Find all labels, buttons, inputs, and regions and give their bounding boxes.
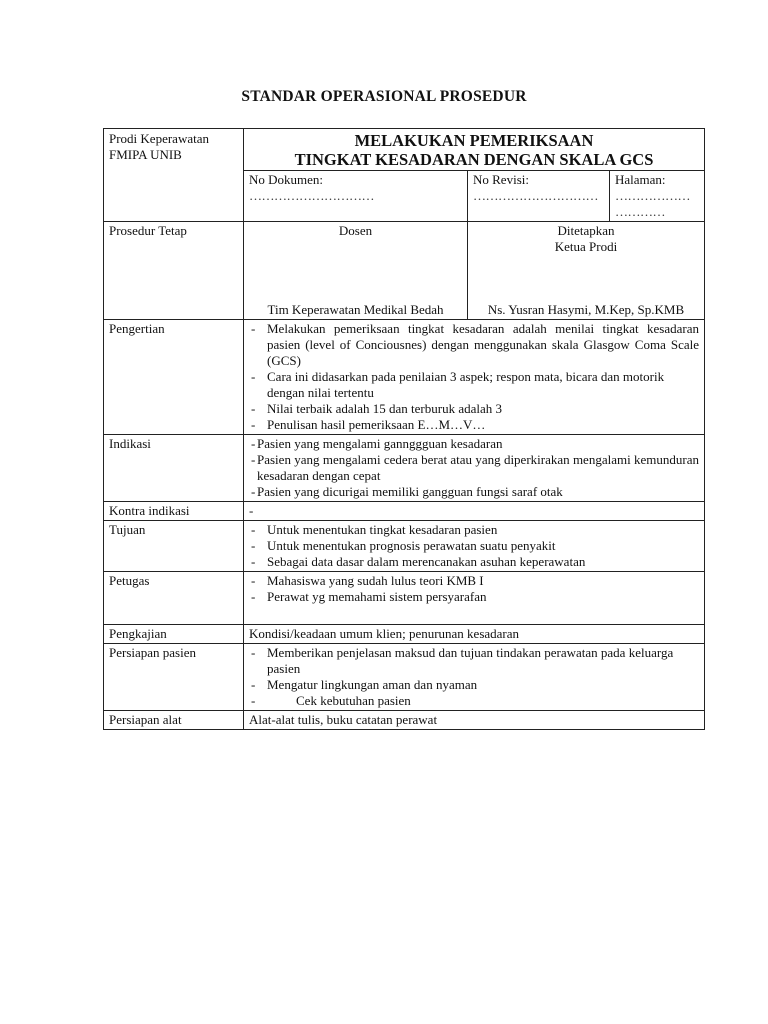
list-item	[249, 369, 699, 401]
pengertian-label: Pengertian	[104, 320, 244, 435]
institution-line-1: Prodi Keperawatan	[109, 131, 209, 146]
bullet-marker: -	[251, 693, 256, 708]
list-item-text: Pasien yang mengalami gannggguan kesadaran	[257, 436, 503, 451]
list-item-text: Pasien yang dicurigai memiliki gangguan fungsi saraf otak	[257, 484, 563, 499]
institution-cell	[104, 129, 244, 222]
no-dokumen-label: No Dokumen:	[249, 172, 324, 187]
list-item	[249, 677, 699, 693]
persiapan-pasien-content	[244, 644, 705, 711]
list-item-text: Untuk menentukan tingkat kesadaran pasien	[267, 522, 498, 537]
sop-table	[103, 128, 705, 730]
list-item	[249, 645, 699, 677]
list-item	[249, 401, 699, 417]
list-item	[249, 321, 699, 369]
persiapan-alat-row	[104, 711, 705, 730]
halaman-value-1: ………………	[615, 188, 690, 203]
indikasi-row	[104, 435, 705, 502]
header-row	[104, 129, 705, 171]
bullet-marker: -	[251, 645, 256, 660]
bullet-marker: -	[251, 538, 256, 553]
document-title: STANDAR OPERASIONAL PROSEDUR	[241, 88, 527, 105]
bullet-marker: -	[251, 401, 256, 416]
list-item-text: Sebagai data dasar dalam merencanakan asuhan keperawatan	[267, 554, 586, 569]
list-item	[249, 554, 699, 570]
no-revisi-cell	[468, 171, 610, 222]
kaprodi-name: Ns. Yusran Hasymi, M.Kep, Sp.KMB	[487, 302, 685, 317]
list-item-text: Perawat yg memahami sistem persyarafan	[267, 589, 487, 604]
pengkajian-label: Pengkajian	[104, 625, 244, 644]
list-item	[249, 573, 699, 589]
halaman-cell	[610, 171, 705, 222]
persiapan-alat-value: Alat-alat tulis, buku catatan perawat	[244, 711, 705, 730]
institution-line-2: FMIPA UNIB	[109, 147, 182, 162]
list-item	[249, 693, 699, 709]
indikasi-label: Indikasi	[104, 435, 244, 502]
list-item	[249, 589, 699, 605]
bullet-marker: -	[251, 484, 256, 499]
approval-row	[104, 222, 705, 320]
procedure-title-line-1: MELAKUKAN PEMERIKSAAN	[354, 131, 594, 150]
list-item-text: Pasien yang mengalami cedera berat atau yang diperkirakan mengalami kemunduran kesadaran dengan cepat	[257, 452, 699, 483]
petugas-label: Petugas	[104, 572, 244, 625]
list-item-text: Memberikan penjelasan maksud dan tujuan tindakan perawatan pada keluarga pasien	[267, 645, 674, 676]
bullet-marker: -	[251, 573, 256, 588]
list-item-text: Untuk menentukan prognosis perawatan suatu penyakit	[267, 538, 556, 553]
kontra-indikasi-label: Kontra indikasi	[104, 502, 244, 521]
bullet-marker: -	[251, 677, 256, 692]
bullet-marker: -	[251, 589, 256, 604]
halaman-label: Halaman:	[615, 172, 666, 187]
persiapan-pasien-label: Persiapan pasien	[104, 644, 244, 711]
bullet-marker: -	[251, 452, 256, 467]
kontra-indikasi-row	[104, 502, 705, 521]
tujuan-label: Tujuan	[104, 521, 244, 572]
list-item-text: Mengatur lingkungan aman dan nyaman	[267, 677, 478, 692]
persiapan-pasien-row	[104, 644, 705, 711]
petugas-content	[244, 572, 705, 625]
pengkajian-row	[104, 625, 705, 644]
tujuan-content	[244, 521, 705, 572]
list-item	[249, 436, 699, 452]
list-item-text: Cek kebutuhan pasien	[296, 693, 411, 708]
ditetapkan-label: Ditetapkan	[557, 223, 615, 238]
kontra-indikasi-value: -	[244, 502, 705, 521]
procedure-title-cell	[244, 129, 705, 171]
tujuan-row	[104, 521, 705, 572]
indikasi-content	[244, 435, 705, 502]
list-item	[249, 522, 699, 538]
ketua-prodi-label: Ketua Prodi	[554, 239, 618, 254]
bullet-marker: -	[251, 522, 256, 537]
list-item-text: Nilai terbaik adalah 15 dan terburuk adalah 3	[267, 401, 502, 416]
list-item-text: Cara ini didasarkan pada penilaian 3 aspek; respon mata, bicara dan motorik dengan nilai tertentu	[267, 369, 665, 400]
no-dokumen-value: …………………………	[249, 188, 374, 203]
list-item	[249, 452, 699, 484]
procedure-title-line-2: TINGKAT KESADARAN DENGAN SKALA GCS	[294, 150, 654, 169]
no-revisi-value: …………………………	[473, 188, 598, 203]
no-dokumen-cell	[244, 171, 468, 222]
prosedur-tetap-label: Prosedur Tetap	[104, 222, 244, 320]
bullet-marker: -	[251, 369, 256, 384]
list-item-text: Penulisan hasil pemeriksaan E…M…V…	[267, 417, 486, 432]
list-item	[249, 538, 699, 554]
no-revisi-label: No Revisi:	[473, 172, 529, 187]
dosen-cell	[244, 222, 468, 320]
pengkajian-value: Kondisi/keadaan umum klien; penurunan kesadaran	[244, 625, 705, 644]
persiapan-alat-label: Persiapan alat	[104, 711, 244, 730]
list-item-text: Melakukan pemeriksaan tingkat kesadaran adalah menilai tingkat kesadaran pasien (level of Conciousnes) dengan menggunakan skala Glasgow Coma Scale (GCS)	[267, 321, 699, 368]
petugas-row	[104, 572, 705, 625]
bullet-marker: -	[251, 436, 256, 451]
halaman-value-2: …………	[615, 204, 665, 219]
list-item	[249, 417, 699, 433]
list-item-text: Mahasiswa yang sudah lulus teori KMB I	[267, 573, 484, 588]
ketua-prodi-cell	[468, 222, 705, 320]
pengertian-row	[104, 320, 705, 435]
bullet-marker: -	[251, 321, 256, 336]
list-item	[249, 484, 699, 500]
bullet-marker: -	[251, 554, 256, 569]
dosen-name: Tim Keperawatan Medikal Bedah	[267, 302, 444, 317]
pengertian-content	[244, 320, 705, 435]
dosen-label: Dosen	[338, 223, 373, 238]
bullet-marker: -	[251, 417, 256, 432]
